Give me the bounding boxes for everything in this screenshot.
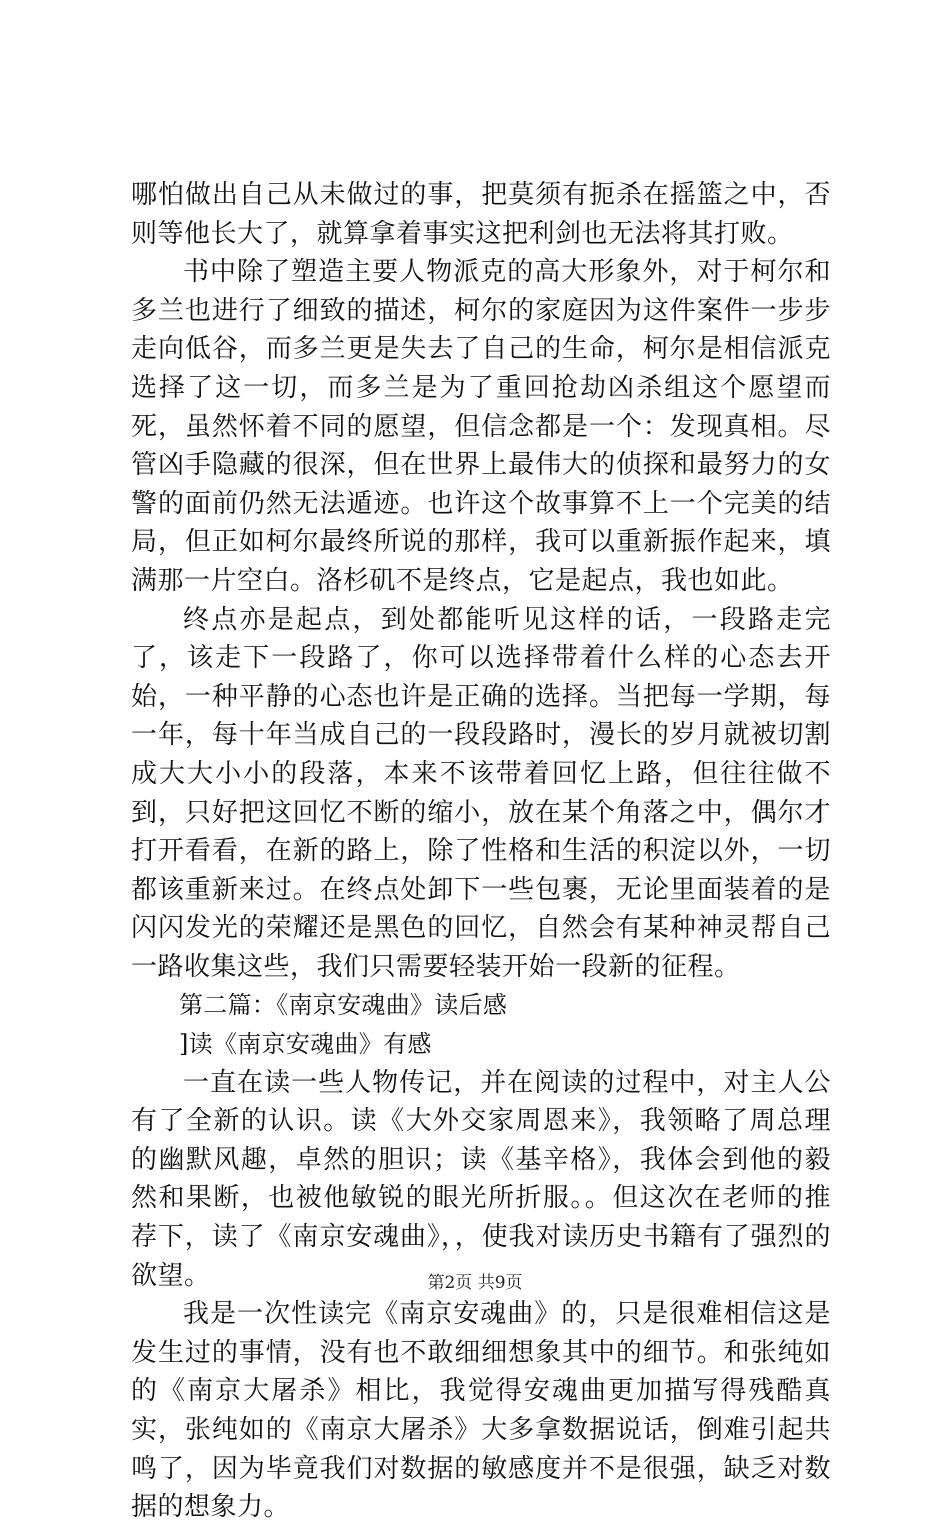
paragraph-endpoint-reflection: 终点亦是起点，到处都能听见这样的话，一段路走完了，该走下一段路了，你可以选择带着什么样的心态去开始，一种平静的心态也许是正确的选择。当把每一学期，每一年，每十年当成自己的一段段路时，漫长的岁月就被切割成大大小小的段落，本来不该带着回忆上路，但往往做不到，只好把这回忆不断的缩小，放在某个角落之中，偶尔才打开看看，在新的路上，除了性格和生活的积淀以外，一切都该重新来过。在终点处卸下一些包裹，无论里面装着的是闪闪发光的荣耀还是黑色的回忆，自然会有某种神灵帮自己一路收集这些，我们只需要轻装开始一段新的征程。	[131, 604, 831, 982]
section-subheading: ]读《南京安魂曲》有感	[179, 1030, 432, 1059]
paragraph-book-review: 书中除了塑造主要人物派克的高大形象外，对于柯尔和多兰也进行了细致的描述，柯尔的家庭因为这件案件一步步走向低谷，而多兰更是失去了自己的生命，柯尔是相信派克选择了这一切，而多兰是为了重回抢劫凶杀组这个愿望而死，虽然怀着不同的愿望，但信念都是一个：发现真相。尽管凶手隐藏的很深，但在世界上最伟大的侦探和最努力的女警的面前仍然无法遁迹。也许这个故事算不上一个完美的结局，但正如柯尔最终所说的那样，我可以重新振作起来，填满那一片空白。洛杉矶不是终点，它是起点，我也如此。	[131, 257, 831, 596]
document-body	[131, 176, 831, 1527]
page-footer: 第2页 共9页	[427, 1273, 523, 1293]
section-heading: 第二篇：《南京安魂曲》读后感	[179, 991, 508, 1020]
paragraph-biographies: 一直在读一些人物传记，并在阅读的过程中，对主人公有了全新的认识。读《大外交家周恩来》，我领略了周总理的幽默风趣，卓然的胆识；读《基辛格》，我体会到他的毅然和果断，也被他敏锐的眼光所折服。。但这次在老师的推荐下，读了《南京安魂曲》，，使我对读历史书籍有了强烈的欲望。	[131, 1067, 831, 1291]
paragraph-nanjing-requiem: 我是一次性读完《南京安魂曲》的，只是很难相信这是发生过的事情，没有也不敢细细想象其中的细节。和张纯如的《南京大屠杀》相比，我觉得安魂曲更加描写得残酷真实，张纯如的《南京大屠杀》大多拿数据说话，倒难引起共鸣了，因为毕竟我们对数据的敏感度并不是很强，缺乏对数据的想象力。	[131, 1299, 831, 1523]
paragraph-continuation: 哪怕做出自己从未做过的事，把莫须有扼杀在摇篮之中，否则等他长大了，就算拿着事实这把利剑也无法将其打败。	[131, 180, 831, 249]
